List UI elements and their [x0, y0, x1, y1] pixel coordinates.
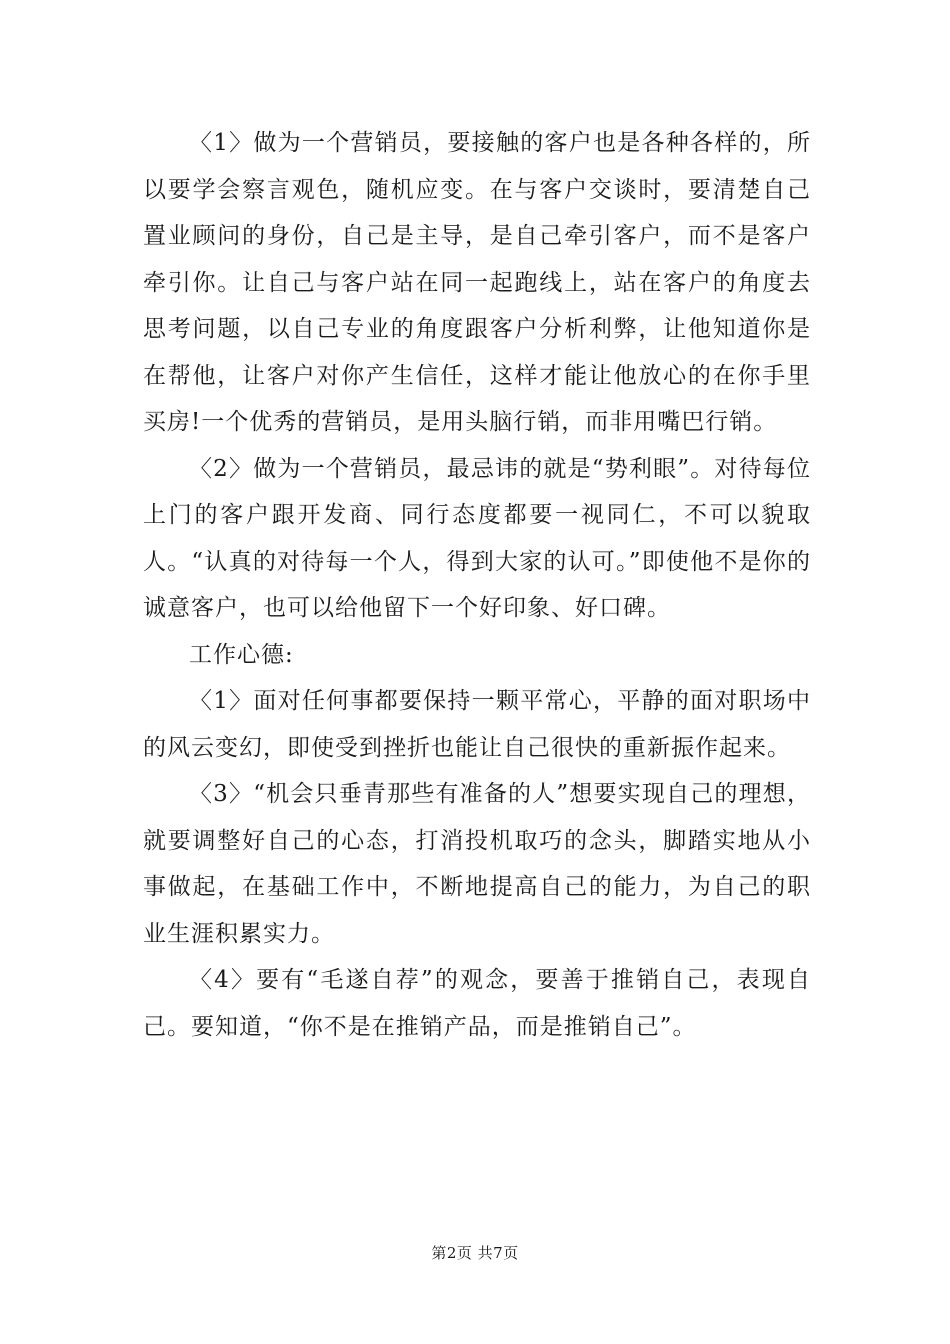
page-number-footer: 第2页 共7页: [431, 1244, 519, 1262]
paragraph-4: 〈3〉“机会只垂青那些有准备的人”想要实现自己的理想，就要调整好自己的心态，打消投机取巧的念头，脚踏实地从小事做起，在基础工作中，不断地提高自己的能力，为自己的职业生涯积累实力。: [143, 781, 811, 947]
paragraph-3: 〈1〉面对任何事都要保持一颗平常心，平静的面对职场中的风云变幻，即使受到挫折也能让自己很快的重新振作起来。: [143, 688, 811, 761]
paragraph-5: 〈4〉要有“毛遂自荐”的观念，要善于推销自己，表现自己。要知道，“你不是在推销产品，而是推销自己”。: [143, 967, 811, 1040]
paragraph-2: 〈2〉做为一个营销员，最忌讳的就是“势利眼”。对待每位上门的客户跟开发商、同行态度都要一视同仁，不可以貌取人。“认真的对待每一个人，得到大家的认可。”即使他不是你的诚意客户，也可以给他留下一个好印象、好口碑。: [143, 455, 811, 621]
paragraph-1: 〈1〉做为一个营销员，要接触的客户也是各种各样的，所以要学会察言观色，随机应变。在与客户交谈时，要清楚自己置业顾问的身份，自己是主导，是自己牵引客户，而不是客户牵引你。让自己与客户站在同一起跑线上，站在客户的角度去思考问题，以自己专业的角度跟客户分析利弊，让他知道你是在帮他，让客户对你产生信任，这样才能让他放心的在你手里买房!一个优秀的营销员，是用头脑行销，而非用嘴巴行销。: [143, 130, 811, 435]
document-body: [143, 120, 811, 1050]
section-heading: 工作心德:: [189, 641, 294, 668]
